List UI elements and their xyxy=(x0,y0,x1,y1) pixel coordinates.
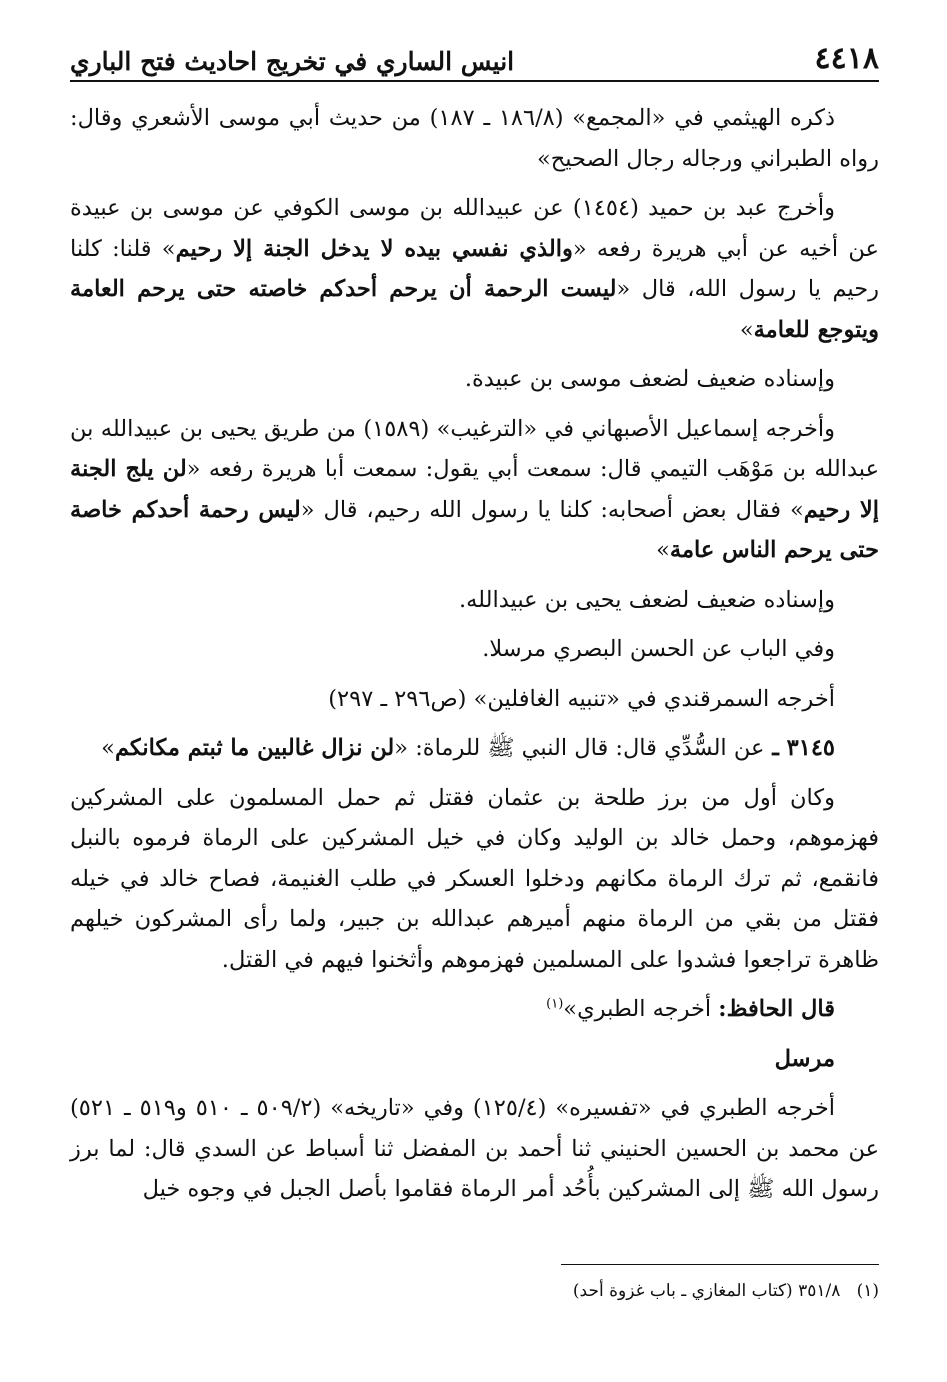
footnote-number: (١) xyxy=(856,1281,879,1301)
hadith-quote: لن نزال غالبين ما ثبتم مكانكم xyxy=(114,735,395,761)
text-span: أخرجه الطبري» xyxy=(563,996,719,1022)
footnote-text: ٣٥١/٨ (كتاب المغازي ـ باب غزوة أحد) xyxy=(572,1281,841,1301)
page-header xyxy=(70,34,879,82)
hadith-quote: لن يلج الجنة إلا رحيم xyxy=(70,456,879,523)
paragraph-tabari: أخرجه الطبري في «تفسيره» (١٢٥/٤) وفي «تاريخه» (٥٠٩/٢ ـ ٥١٠ و٥١٩ ـ ٥٢١) عن محمد بن الحسين الحنيني ثنا أحمد بن المفضل ثنا أسباط عن السدي قال: لما برز رسول الله ﷺ إلى المشركين بأُحُد أمر الرماة فقاموا بأصل الجبل في وجوه خيل xyxy=(70,1095,879,1202)
paragraph-samarqandi: أخرجه السمرقندي في «تنبيه الغافلين» (ص٢٩٦ ـ ٢٩٧) xyxy=(328,685,835,712)
paragraph-isnad-weak-yahya: وإسناده ضعيف لضعف يحيى بن عبيدالله. xyxy=(458,586,835,613)
paragraph-isbahani xyxy=(70,409,879,571)
text-span: » فقال بعض أصحابه: كلنا يا رسول الله رحيم، قال « xyxy=(300,496,804,523)
footnote-divider xyxy=(561,1264,879,1265)
paragraph-abd-bin-humaid xyxy=(70,188,879,350)
hadith-entry-3145 xyxy=(70,728,879,769)
paragraph-hafiz-statement xyxy=(70,989,879,1030)
text-span: » xyxy=(101,735,115,761)
text-span: وأخرج عبد بن حميد (١٤٥٤) عن عبيدالله بن موسى الكوفي عن موسى بن عبيدة عن أخيه عن أبي هريرة رفعه « xyxy=(70,195,879,262)
text-span: » xyxy=(656,537,670,563)
paragraph-isnad-weak-musa: وإسناده ضعيف لضعف موسى بن عبيدة. xyxy=(464,366,835,392)
page-number: ٤٤١٨ xyxy=(814,41,879,76)
paragraph-haythami: ذكره الهيثمي في «المجمع» (١٨٦/٨ ـ ١٨٧) من حديث أبي موسى الأشعري وقال: رواه الطبراني ورجاله رجال الصحيح» xyxy=(70,105,879,172)
hafiz-label: قال الحافظ: xyxy=(718,996,835,1022)
main-text xyxy=(70,98,879,1219)
paragraph-uhud-narrative: وكان أول من برز طلحة بن عثمان فقتل ثم حمل المسلمون على المشركين فهزموهم، وحمل خالد بن الوليد وكان في خيل المشركين على الرماة فرموه بالنبل فانقمع، ثم ترك الرماة مكانهم ودخلوا العسكر في طلب الغنيمة، فصاح خالد في خيله فقتل من بقي من الرماة منهم أميرهم عبدالله بن جبير، ولما رأى المشركون خيلهم ظاهرة تراجعوا فشدوا على المسلمين فهزموهم وأثخنوا فيهم في القتل. xyxy=(70,784,879,973)
hadith-quote: ليس رحمة أحدكم خاصة حتى يرحم الناس عامة xyxy=(70,496,879,563)
hadith-quote: ليست الرحمة أن يرحم أحدكم خاصته حتى يرحم العامة ويتوجع للعامة xyxy=(70,276,879,343)
paragraph-hasan-basri: وفي الباب عن الحسن البصري مرسلا. xyxy=(482,636,835,662)
footnote-marker: (١) xyxy=(546,996,564,1012)
text-span: وأخرجه إسماعيل الأصبهاني في «الترغيب» (١٥٨٩) من طريق يحيى بن عبيدالله بن عبدالله بن مَوْهَب التيمي قال: سمعت أبي يقول: سمعت أبا هريرة رفعه « xyxy=(70,415,879,482)
hadith-quote: والذي نفسي بيده لا يدخل الجنة إلا رحيم xyxy=(175,235,573,262)
footnote xyxy=(70,1278,879,1304)
text-span: » xyxy=(739,316,754,343)
text-span: » قلنا: كلنا رحيم يا رسول الله، قال « xyxy=(70,235,879,302)
running-title: انيس الساري في تخريج احاديث فتح الباري xyxy=(70,47,515,76)
text-span: عن السُّدِّي قال: قال النبي ﷺ للرماة: « xyxy=(394,735,765,761)
grading-mursal: مرسل xyxy=(774,1045,835,1072)
hadith-number: ٣١٤٥ ـ xyxy=(764,735,835,761)
